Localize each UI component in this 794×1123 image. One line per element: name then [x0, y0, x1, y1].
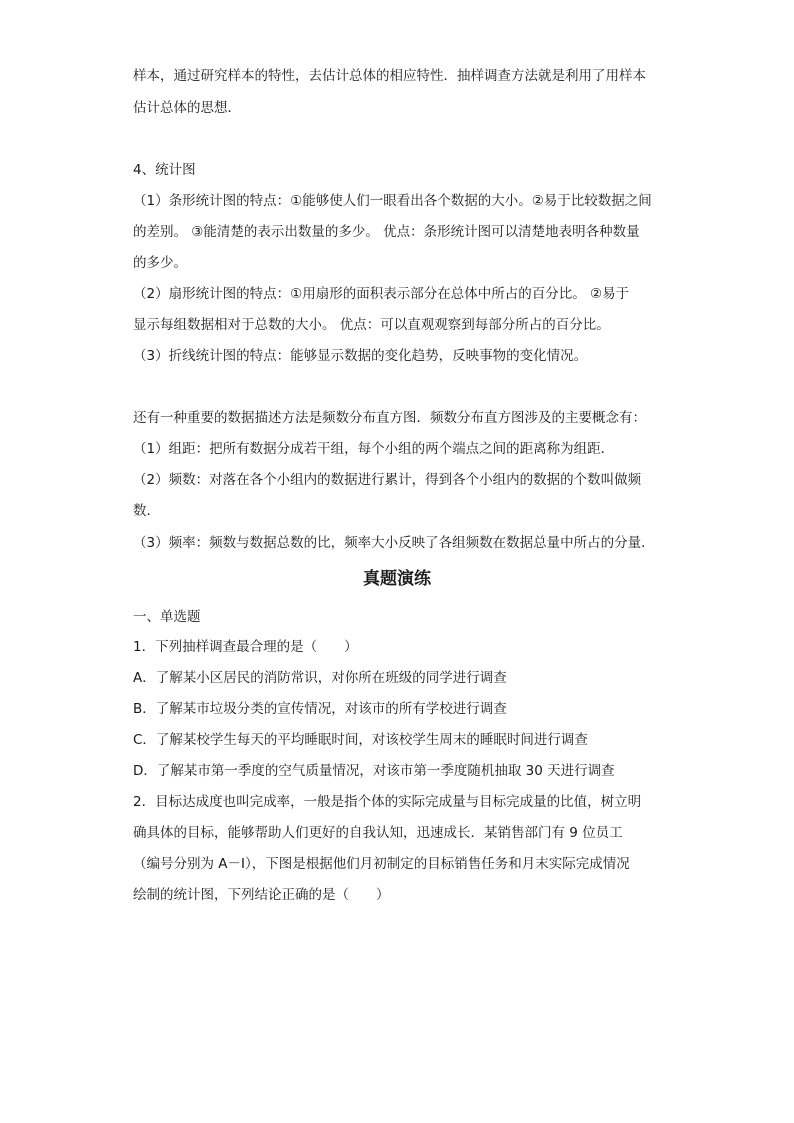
pie-chart-line-1: （2）扇形统计图的特点：①用扇形的面积表示部分在总体中所占的百分比。 ②易于	[133, 286, 630, 302]
question-1-option-c: C．了解某校学生每天的平均睡眠时间，对该校学生周末的睡眠时间进行调查	[133, 732, 588, 748]
bar-chart-line-1: （1）条形统计图的特点：①能够使人们一眼看出各个数据的大小。②易于比较数据之间	[133, 193, 652, 209]
section-label: 一、单选题	[133, 609, 201, 625]
question-2-line-1: 2．目标达成度也叫完成率，一般是指个体的实际完成量与目标完成量的比值，树立明	[133, 794, 642, 810]
bar-chart-line-2: 的差别。 ③能清楚的表示出数量的多少。 优点：条形统计图可以清楚地表明各种数量	[133, 224, 640, 240]
question-1-option-d: D．了解某市第一季度的空气质量情况，对该市第一季度随机抽取 30 天进行调查	[133, 763, 615, 779]
intro-line-2: 估计总体的思想．	[133, 100, 241, 116]
bar-chart-line-3: 的多少。	[133, 255, 187, 271]
question-1-option-a: A．了解某小区居民的消防常识，对你所在班级的同学进行调查	[133, 670, 507, 686]
histogram-item-1: （1）组距：把所有数据分成若干组，每个小组的两个端点之间的距离称为组距．	[133, 441, 615, 457]
question-2-line-2: 确具体的目标，能够帮助人们更好的自我认知，迅速成长．某销售部门有 9 位员工	[133, 825, 623, 841]
practice-title: 真题演练	[363, 569, 431, 589]
histogram-item-2-line-2: 数．	[133, 503, 160, 519]
histogram-item-2-line-1: （2）频数：对落在各个小组内的数据进行累计，得到各个小组内的数据的个数叫做频	[133, 472, 642, 488]
question-2-line-3: （编号分别为 A－I），下图是根据他们月初制定的目标销售任务和月末实际完成情况	[133, 856, 630, 872]
question-1: 1．下列抽样调查最合理的是（ ）	[133, 639, 358, 655]
question-2-line-4: 绘制的统计图，下列结论正确的是（ ）	[133, 887, 390, 903]
line-chart-line: （3）折线统计图的特点：能够显示数据的变化趋势，反映事物的变化情况。	[133, 348, 588, 364]
question-1-option-b: B．了解某市垃圾分类的宣传情况，对该市的所有学校进行调查	[133, 701, 507, 717]
histogram-item-3: （3）频率：频数与数据总数的比，频率大小反映了各组频数在数据总量中所占的分量．	[133, 535, 655, 551]
histogram-intro: 还有一种重要的数据描述方法是频数分布直方图．频数分布直方图涉及的主要概念有：	[133, 410, 646, 426]
section-heading: 4、统计图	[133, 162, 196, 178]
pie-chart-line-2: 显示每组数据相对于总数的大小。 优点：可以直观观察到每部分所占的百分比。	[133, 317, 610, 333]
intro-line-1: 样本，通过研究样本的特性，去估计总体的相应特性．抽样调查方法就是利用了用样本	[133, 68, 646, 84]
